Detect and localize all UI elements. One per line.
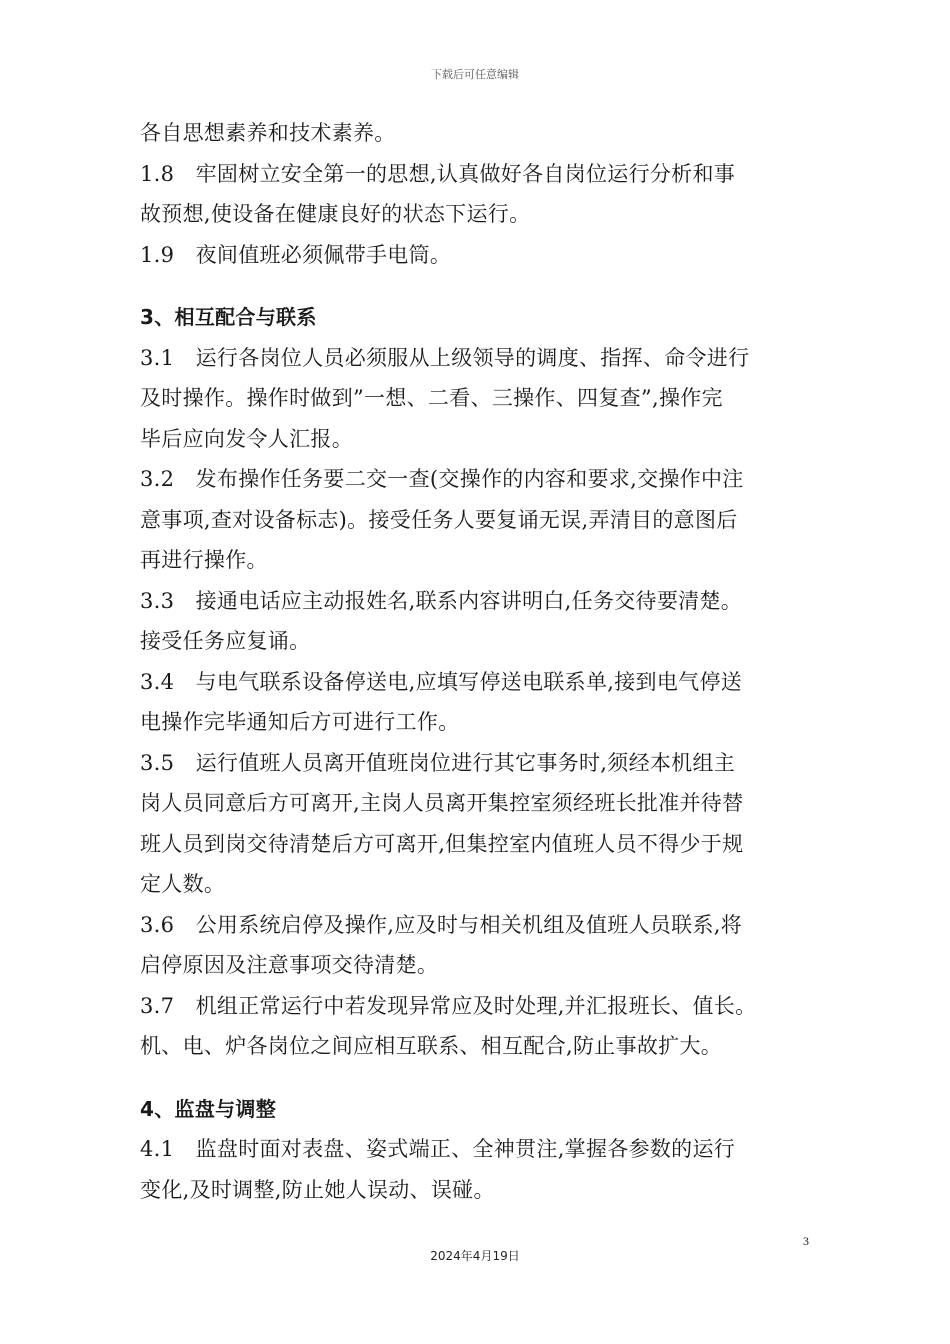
- section-heading: 3、相互配合与联系: [140, 305, 317, 329]
- paragraph-line: 再进行操作。: [140, 548, 268, 572]
- paragraph-line: 意事项,查对设备标志)。接受任务人要复诵无误,弄清目的意图后: [140, 507, 738, 532]
- paragraph-line: 故预想,使设备在健康良好的状态下运行。: [140, 202, 531, 226]
- paragraph-line: 3.2 发布操作任务要二交一查(交操作的内容和要求,交操作中注: [140, 467, 744, 491]
- paragraph-line: 变化,及时调整,防止她人误动、误碰。: [140, 1177, 495, 1202]
- page-footer-date: 2024年4月19日: [430, 1249, 520, 1263]
- paragraph-line: 及时操作。操作时做到”一想、二看、三操作、四复查”,操作完: [140, 386, 723, 410]
- document-body: [140, 113, 820, 1210]
- section-gap: [140, 1067, 820, 1089]
- paragraph-line: 毕后应向发令人汇报。: [140, 426, 353, 451]
- paragraph-line: 启停原因及注意事项交待清楚。: [140, 953, 439, 977]
- section-gap: [140, 275, 820, 297]
- page-number: 3: [803, 1234, 809, 1248]
- section-heading: 4、监盘与调整: [140, 1096, 277, 1121]
- paragraph-line: 3.7 机组正常运行中若发现异常应及时处理,并汇报班长、值长。: [140, 993, 757, 1018]
- paragraph-line: 各自思想素养和技术素养。: [140, 121, 396, 145]
- paragraph-line: 3.3 接通电话应主动报姓名,联系内容讲明白,任务交待要清楚。: [140, 588, 743, 613]
- paragraph-line: 3.5 运行值班人员离开值班岗位进行其它事务时,须经本机组主: [140, 750, 736, 775]
- paragraph-line: 岗人员同意后方可离开,主岗人员离开集控室须经班长批准并待替: [140, 791, 744, 815]
- paragraph-line: 接受任务应复诵。: [140, 629, 311, 653]
- paragraph-line: 1.9 夜间值班必须佩带手电筒。: [140, 242, 452, 267]
- paragraph-line: 3.6 公用系统启停及操作,应及时与相关机组及值班人员联系,将: [140, 912, 743, 937]
- paragraph-line: 电操作完毕通知后方可进行工作。: [140, 710, 460, 734]
- paragraph-line: 定人数。: [140, 872, 226, 896]
- page-header: 下载后可任意编辑: [431, 68, 519, 81]
- paragraph-line: 3.4 与电气联系设备停送电,应填写停送电联系单,接到电气停送: [140, 669, 743, 694]
- paragraph-line: 1.8 牢固树立安全第一的思想,认真做好各自岗位运行分析和事: [140, 161, 736, 186]
- paragraph-line: 4.1 监盘时面对表盘、姿式端正、全神贯注,掌握各参数的运行: [140, 1137, 736, 1161]
- paragraph-line: 班人员到岗交待清楚后方可离开,但集控室内值班人员不得少于规: [140, 831, 744, 856]
- paragraph-line: 3.1 运行各岗位人员必须服从上级领导的调度、指挥、命令进行: [140, 345, 750, 370]
- paragraph-line: 机、电、炉各岗位之间应相互联系、相互配合,防止事故扩大。: [140, 1034, 723, 1058]
